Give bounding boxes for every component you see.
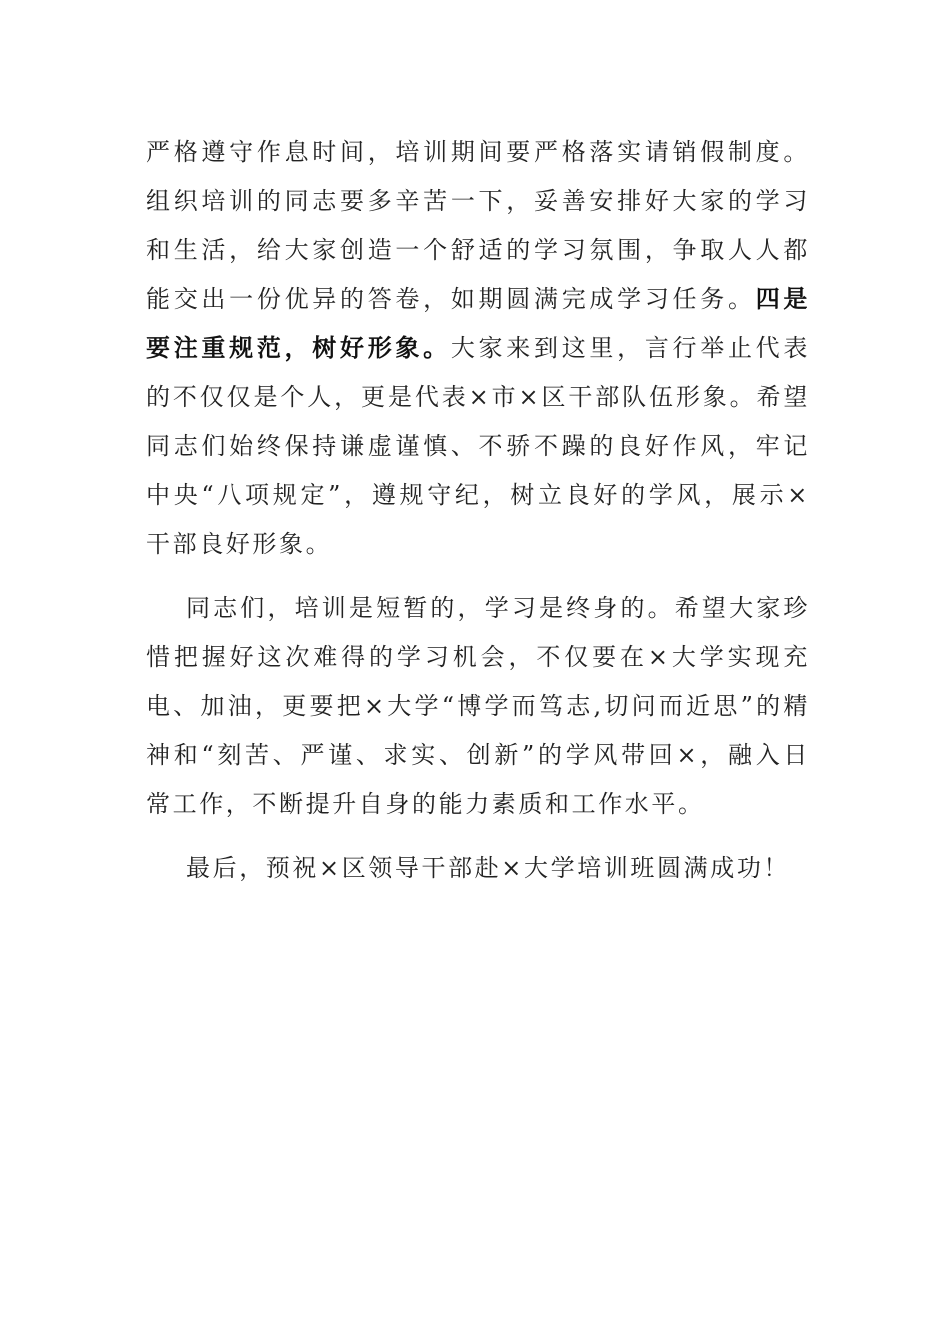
- paragraph-continuation: [146, 128, 810, 569]
- paragraph-final-wish: 最后，预祝×区领导干部赴×大学培训班圆满成功！: [186, 854, 791, 882]
- text-segment: 严格遵守作息时间，培训期间要严格落实请销假制度。组织培训的同志要多辛苦一下，妥善安排好大家的学习和生活，给大家创造一个舒适的学习氛围，争取人人都能交出一份优异的答卷，如期圆满完成学习任务。: [146, 138, 810, 313]
- text-segment: 大家来到这里，言行举止代表的不仅仅是个人，更是代表×市×区干部队伍形象。希望同志们始终保持谦虚谨慎、不骄不躁的良好作风，牢记中央“八项规定”，遵规守纪，树立良好的学风，展示×干部良好形象。: [146, 334, 810, 558]
- paragraph-closing: 同志们，培训是短暂的，学习是终身的。希望大家珍惜把握好这次难得的学习机会，不仅要在×大学实现充电、加油，更要把×大学“博学而笃志,切问而近思”的精神和“刻苦、严谨、求实、创新”的学风带回×，融入日常工作，不断提升自身的能力素质和工作水平。: [146, 594, 810, 818]
- bold-heading-segment: 四是要注重规范，树好形象。: [146, 285, 811, 362]
- document-body: [146, 128, 810, 908]
